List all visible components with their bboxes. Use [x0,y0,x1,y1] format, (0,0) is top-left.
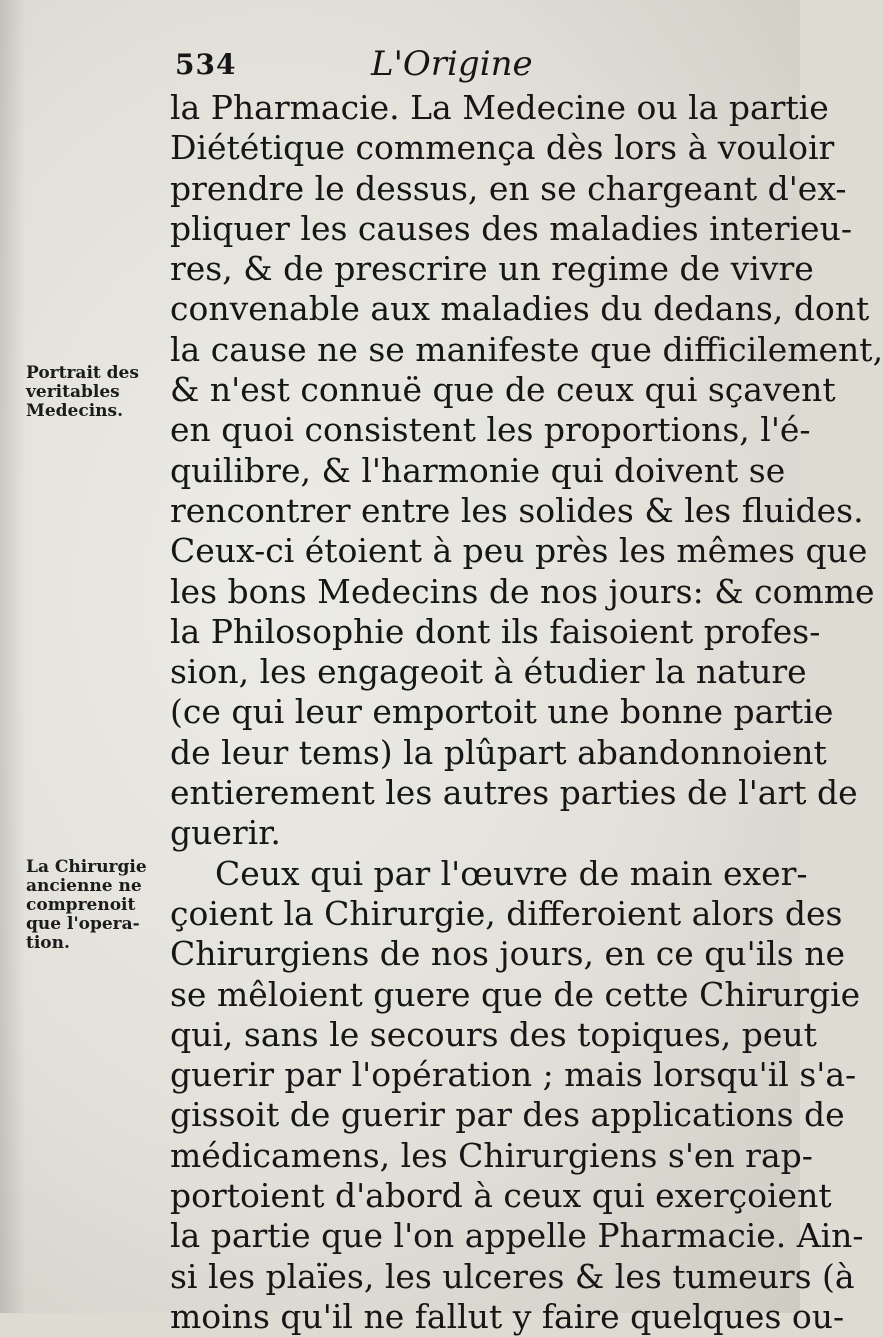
text-line: convenable aux maladies du dedans, dont [170,289,870,329]
margin-note-line: tion. [26,933,70,953]
text-line: qui, sans le secours des topiques, peut [170,1014,817,1054]
text-line: prendre le dessus, en se chargeant d'ex- [170,168,847,208]
text-line: moins qu'il ne fallut y faire quelques ou- [170,1296,845,1336]
text-line: la Pharmacie. La Medecine ou la partie [170,88,829,127]
text-line: entierement les autres parties de l'art de [170,773,858,813]
text-line: & n'est connuë que de ceux qui sçavent [170,370,836,410]
text-line: la cause ne se manifeste que difficilement, [170,329,883,369]
gutter-shadow [0,0,26,1313]
margin-note-line: Portrait des [26,363,139,383]
margin-note-line: La Chirurgie [26,857,147,877]
text-line: çoient la Chirurgie, differoient alors des [170,893,843,933]
page-header [175,40,775,90]
margin-note-portrait [26,364,176,421]
text-line: de leur tems) la plûpart abandonnoient [170,732,827,772]
text-line: res, & de prescrire un regime de vivre [170,249,814,289]
text-line: si les plaïes, les ulceres & les tumeurs (à [170,1256,855,1296]
text-line: quilibre, & l'harmonie qui doivent se [170,450,786,490]
text-line: la partie que l'on appelle Pharmacie. Ain- [170,1216,864,1256]
text-line: en quoi consistent les proportions, l'é- [170,410,811,450]
text-line: se mêloient guere que de cette Chirurgie [170,974,861,1014]
text-line: guerir par l'opération ; mais lorsqu'il s'a- [170,1055,857,1095]
text-line: sion, les engageoit à étudier la nature [170,652,807,692]
page-number: 534 [175,48,237,81]
body-text [170,88,883,1337]
margin-note-line: que l'opera- [26,914,140,934]
text-line: Ceux-ci étoient à peu près les mêmes que [170,531,868,571]
margin-note-line: Medecins. [26,401,123,421]
text-line: gissoit de guerir par des applications de [170,1095,845,1135]
text-line: guerir. [170,813,281,853]
text-line: Diététique commença dès lors à vouloir [170,128,835,168]
text-line: rencontrer entre les solides & les fluides. [170,490,864,530]
margin-note-line: veritables [26,382,120,402]
text-line: médicamens, les Chirurgiens s'en rap- [170,1135,813,1175]
text-line: les bons Medecins de nos jours: & comme [170,571,875,611]
running-title: L'Origine [371,44,533,84]
text-line: (ce qui leur emportoit une bonne partie [170,692,834,732]
text-line: pliquer les causes des maladies interieu- [170,208,852,248]
margin-note-line: comprenoit [26,895,136,915]
text-line: Ceux qui par l'œuvre de main exer- [215,853,808,893]
margin-note-chirurgie [26,858,176,953]
margin-note-line: ancienne ne [26,876,142,896]
text-line: la Philosophie dont ils faisoient profes- [170,611,821,651]
text-line: portoient d'abord à ceux qui exerçoient [170,1176,832,1216]
text-line: Chirurgiens de nos jours, en ce qu'ils ne [170,934,846,974]
